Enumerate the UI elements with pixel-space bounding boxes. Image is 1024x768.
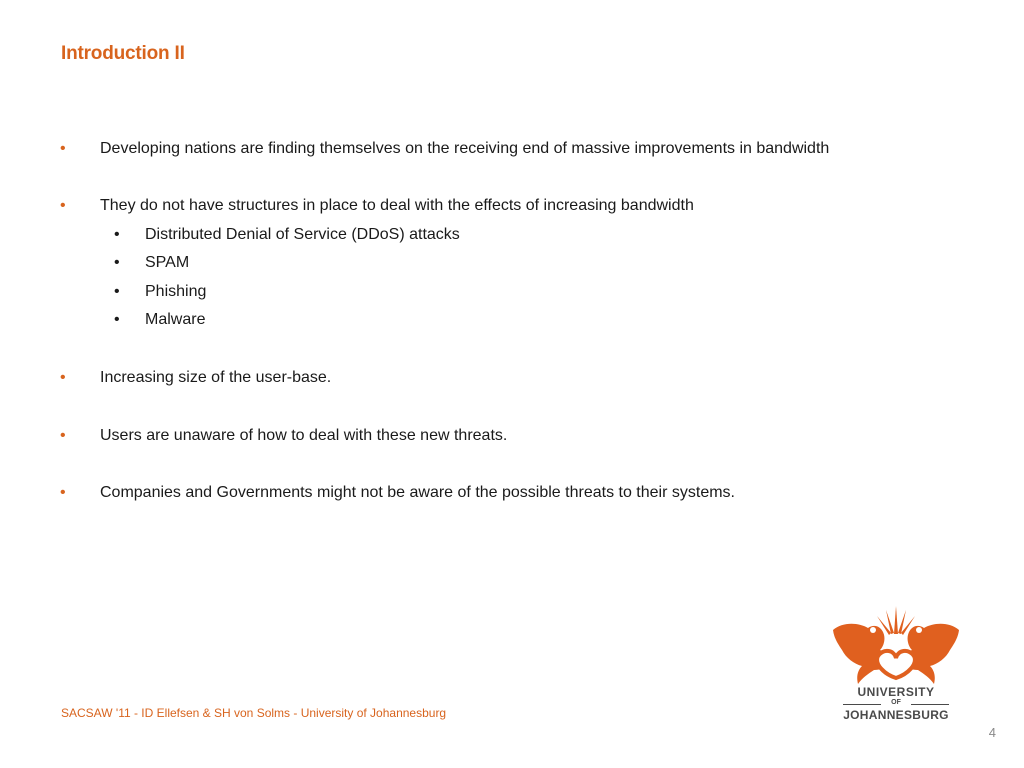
slide-footer: SACSAW '11 - ID Ellefsen & SH von Solms - University of Johannesburg [61,706,447,720]
bullet-icon: • [60,427,66,444]
crest-fan-rays [877,606,915,635]
logo-of-text: OF [891,699,901,706]
bullet-icon: • [60,140,66,157]
logo-of-row [843,700,949,708]
page-number: 4 [988,725,996,740]
slide-title: Introduction II [61,43,185,64]
bullet-text: Users are unaware of how to deal with these new threats. [100,427,508,444]
bullet-text: Increasing size of the user-base. [100,369,332,386]
sub-bullet-icon: • [114,226,120,243]
sub-bullet-icon: • [114,254,120,271]
bullet-text: Developing nations are finding themselves on the receiving end of massive improvements in bandwidth [100,140,830,157]
sub-bullet-text: SPAM [145,254,190,271]
bullet-text: Companies and Governments might not be aware of the possible threats to their systems. [100,484,735,501]
logo-divider-right [911,704,949,705]
bullet-text: They do not have structures in place to deal with the effects of increasing bandwidth [100,197,694,214]
sub-bullet-text: Malware [145,311,206,328]
bullet-icon: • [60,369,66,386]
sub-bullet-text: Phishing [145,283,207,300]
sub-bullet-text: Distributed Denial of Service (DDoS) attacks [145,226,460,243]
bullet-icon: • [60,197,66,214]
sub-bullet-icon: • [114,311,120,328]
sub-bullet-icon: • [114,283,120,300]
logo-university-text: UNIVERSITY [857,685,935,699]
logo-johannesburg-text: JOHANNESBURG [843,708,949,722]
bullet-icon: • [60,484,66,501]
